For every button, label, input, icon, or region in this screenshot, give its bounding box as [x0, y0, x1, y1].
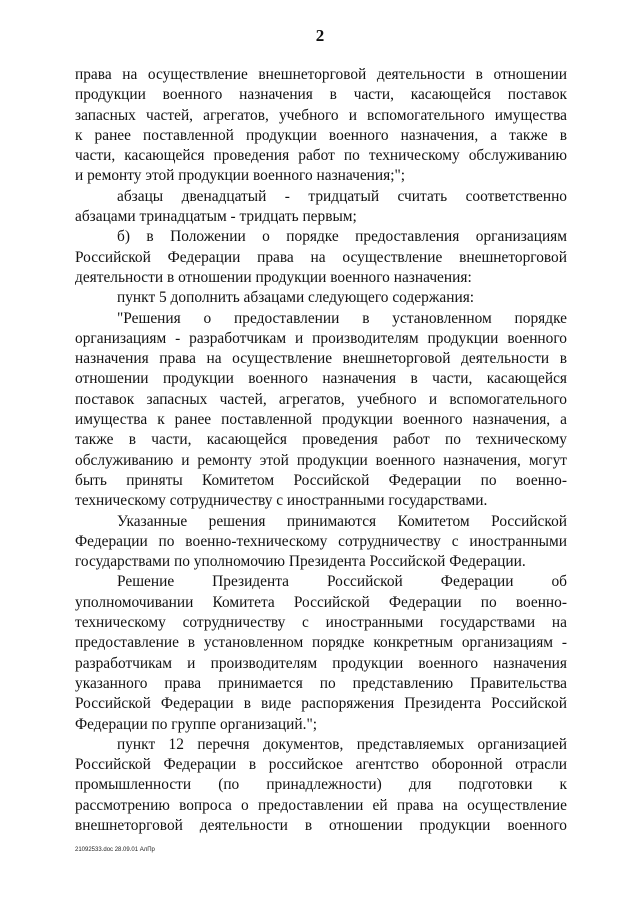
text-line: Указанные решения принимаются Комитетом Российской: [117, 512, 567, 530]
paragraph: [75, 735, 567, 836]
paragraph: [75, 187, 567, 228]
text-line: поставок запасных частей, агрегатов, учебного и вспомогательного: [75, 390, 567, 408]
document-body: [75, 65, 567, 836]
text-line: Российской Федерации права на осуществление внешнеторговой: [75, 248, 567, 266]
text-line: внешнеторговой деятельности в отношении продукции военного: [75, 816, 567, 834]
text-line: абзацами тринадцатым - тридцать первым;: [75, 208, 357, 226]
text-line: быть приняты Комитетом Российской Федерации по военно-: [75, 471, 567, 489]
text-line: к ранее поставленной продукции военного назначения, а также в: [75, 126, 567, 144]
text-line: государствами по уполномочию Президента Российской Федерации.: [75, 553, 526, 571]
text-line: обслуживанию и ремонту этой продукции военного назначения, могут: [75, 451, 567, 469]
text-line: Решение Президента Российской Федерации об: [117, 573, 567, 591]
text-line: разработчикам и производителям продукции военного назначения: [75, 654, 567, 672]
text-line: пункт 12 перечня документов, представляемых организацией: [117, 735, 567, 753]
text-line: Российской Федерации в российское агентство оборонной отрасли: [75, 756, 567, 774]
text-line: уполномочивании Комитета Российской Федерации по военно-: [75, 593, 567, 611]
text-line: отношении продукции военного назначения в части, касающейся: [75, 370, 567, 388]
text-line: имущества к ранее поставленной продукции военного назначения, а: [75, 411, 567, 429]
paragraph: [75, 309, 567, 512]
text-line: техническому сотрудничеству с иностранными государствами.: [75, 492, 488, 510]
text-line: деятельности в отношении продукции военного назначения:: [75, 268, 472, 286]
text-line: указанного права принимается по представлению Правительства: [75, 674, 567, 692]
paragraph: [75, 512, 567, 573]
paragraph: [75, 288, 567, 308]
paragraph: [75, 65, 567, 187]
text-line: также в части, касающейся проведения работ по техническому: [75, 431, 567, 449]
text-line: запасных частей, агрегатов, учебного и вспомогательного имущества: [75, 106, 567, 124]
text-line: части, касающейся проведения работ по техническому обслуживанию: [75, 147, 567, 165]
text-line: предоставление в установленном порядке конкретным организациям -: [75, 634, 567, 652]
paragraph: [75, 227, 567, 288]
text-line: рассмотрению вопроса о предоставлении ей права на осуществление: [75, 796, 567, 814]
text-line: абзацы двенадцатый - тридцатый считать соответственно: [117, 187, 567, 205]
text-line: промышленности (по принадлежности) для подготовки к: [75, 776, 567, 794]
text-line: Российской Федерации в виде распоряжения Президента Российской: [75, 695, 567, 713]
text-line: права на осуществление внешнеторговой деятельности в отношении: [75, 66, 567, 83]
text-line: б) в Положении о порядке предоставления организациям: [117, 228, 567, 246]
text-line: и ремонту этой продукции военного назначения;";: [75, 167, 406, 185]
page-number: 2: [315, 26, 325, 45]
footer-document-code: 21092533.doc 28.09.01 АлПр: [75, 847, 155, 853]
text-line: техническому сотрудничеству с иностранными государствами на: [75, 614, 567, 632]
text-line: продукции военного назначения в части, касающейся поставок: [75, 86, 567, 104]
text-line: Федерации по военно-техническому сотрудничеству с иностранными: [75, 532, 567, 550]
paragraph: [75, 572, 567, 734]
text-line: "Решения о предоставлении в установленном порядке: [117, 309, 567, 327]
text-line: организациям - разработчикам и производителям продукции военного: [75, 329, 567, 347]
text-line: назначения права на осуществление внешнеторговой деятельности в: [75, 350, 567, 368]
text-line: пункт 5 дополнить абзацами следующего содержания:: [117, 289, 475, 307]
text-line: Федерации по группе организаций.";: [75, 715, 317, 733]
